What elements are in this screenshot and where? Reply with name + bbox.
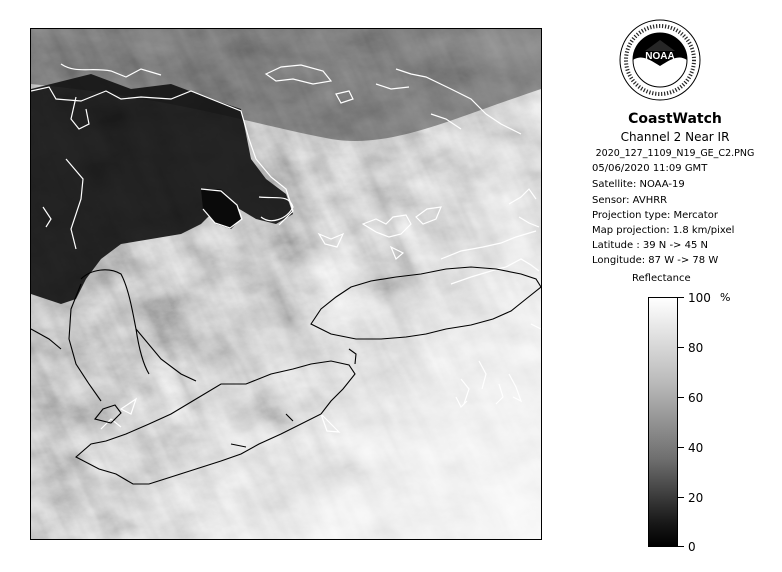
colorbar-tick [678, 546, 684, 547]
colorbar-tick [678, 497, 684, 498]
colorbar-tick [678, 447, 684, 448]
colorbar-tick-label: 40 [688, 441, 704, 455]
colorbar-tick [678, 297, 684, 298]
map-projection-label: Map projection: 1.8 km/pixel [592, 225, 735, 236]
logo-center-text: NOAA [645, 51, 675, 62]
colorbar-tick-label: 0 [688, 540, 696, 554]
noaa-emblem-icon [618, 18, 702, 102]
colorbar-title: Reflectance [632, 273, 691, 284]
reflectance-colorbar [648, 297, 678, 547]
app-title: CoastWatch [628, 111, 722, 127]
colorbar-tick [678, 397, 684, 398]
colorbar-tick-label: 20 [688, 491, 704, 505]
colorbar-tick-label: 80 [688, 341, 704, 355]
image-filename: 2020_127_1109_N19_GE_C2.PNG [595, 148, 755, 159]
longitude-label: Longitude: 87 W -> 78 W [592, 255, 719, 266]
sensor-label: Sensor: AVHRR [592, 195, 668, 206]
colorbar-unit: % [720, 291, 731, 304]
channel-title: Channel 2 Near IR [620, 130, 730, 144]
map-svg [31, 29, 541, 539]
colorbar-tick [678, 347, 684, 348]
date-time: 05/06/2020 11:09 GMT [592, 163, 708, 174]
projection-type-label: Projection type: Mercator [592, 210, 718, 221]
noaa-logo [618, 18, 702, 102]
satellite-label: Satellite: NOAA-19 [592, 179, 685, 190]
latitude-label: Latitude : 39 N -> 45 N [592, 240, 708, 251]
satellite-image-map[interactable] [30, 28, 542, 540]
colorbar-tick-label: 60 [688, 391, 704, 405]
colorbar-tick-label: 100 [688, 291, 711, 305]
